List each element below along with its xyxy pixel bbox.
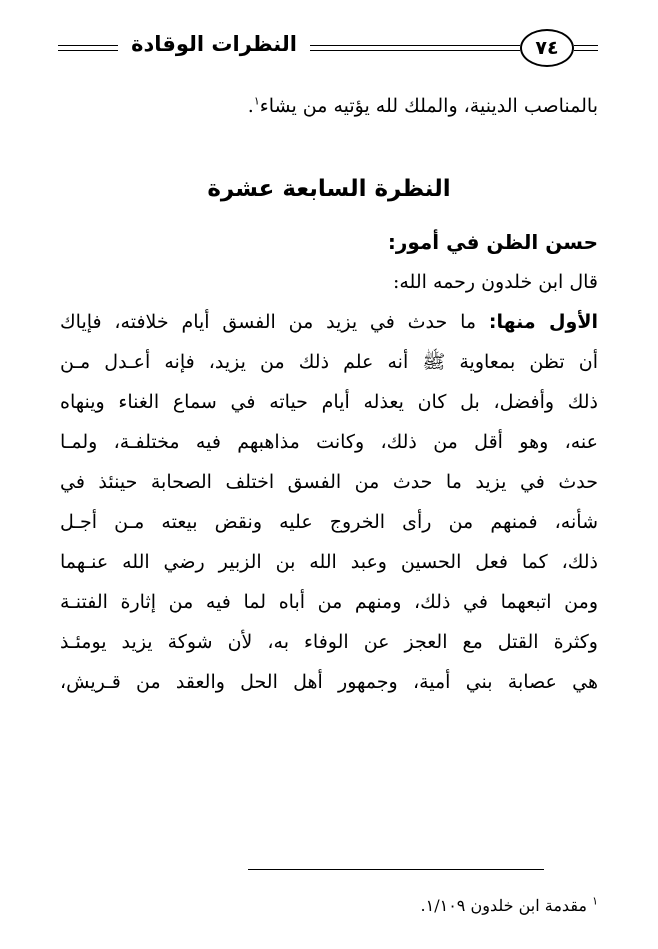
header-rule-middle: [310, 45, 520, 51]
header-rule-right: [574, 45, 598, 51]
first-point-label: الأول منها:: [488, 311, 598, 333]
paragraph-line: ومن اتبعهما في ذلك، ومنهم من أباه لما فيه من إثارة الفتنـة: [60, 591, 598, 613]
paragraph-line: ذلك وأفضل، بل كان يعذله أيام حياته في سماع الغناء وينهاه: [60, 391, 598, 413]
paragraph-line: وكثرة القتل مع العجز عن الوفاء به، لأن شوكة يزيد يومئـذ: [60, 631, 598, 653]
footnote-text: مقدمة ابن خلدون ١/١٠٩.: [420, 896, 587, 915]
paragraph-line: هي عصابة بني أمية، وجمهور أهل الحل والعقد من قـريش،: [60, 671, 598, 693]
footnote: [60, 896, 598, 915]
subheading: حسن الظن في أمور:: [387, 230, 598, 254]
first-point-text: ما حدث في يزيد من الفسق أيام خلافته، فإياك: [60, 311, 477, 333]
quote-intro: قال ابن خلدون رحمه الله:: [392, 271, 598, 293]
page-number: ٧٤: [520, 29, 574, 67]
intro-line: [60, 86, 598, 126]
footnote-reference[interactable]: ١: [253, 94, 260, 108]
paragraph-line: ذلك، كما فعل الحسين وعبد الله بن الزبير رضي الله عنـهما: [60, 551, 598, 573]
section-title: النظرة السابعة عشرة: [207, 176, 451, 202]
header-rule-left: [58, 45, 118, 51]
paragraph-line: شأنه، فمنهم من رأى الخروج عليه ونقض بيعته مـن أجـل: [60, 511, 598, 533]
paragraph-line: [60, 302, 598, 342]
paragraph-line: عنه، وهو أقل من ذلك، وكانت مذاهبهم فيه مختلفـة، ولمـا: [60, 431, 598, 453]
intro-text: بالمناصب الدينية، والملك لله يؤتيه من يشاء: [259, 95, 598, 117]
running-header: [58, 28, 598, 70]
paragraph-line: حدث في يزيد ما حدث من الفسق اختلف الصحابة حينئذ في: [60, 471, 598, 493]
running-title: النظرات الوقادة: [131, 32, 297, 56]
paragraph-line: أن تظن بمعاوية ﷺ أنه علم ذلك من يزيد، فإنه أعـدل مـن: [60, 351, 598, 373]
footnote-separator: [248, 869, 544, 870]
page-body: [60, 86, 598, 702]
intro-period: .: [247, 95, 254, 117]
footnote-marker: ١: [592, 894, 598, 908]
